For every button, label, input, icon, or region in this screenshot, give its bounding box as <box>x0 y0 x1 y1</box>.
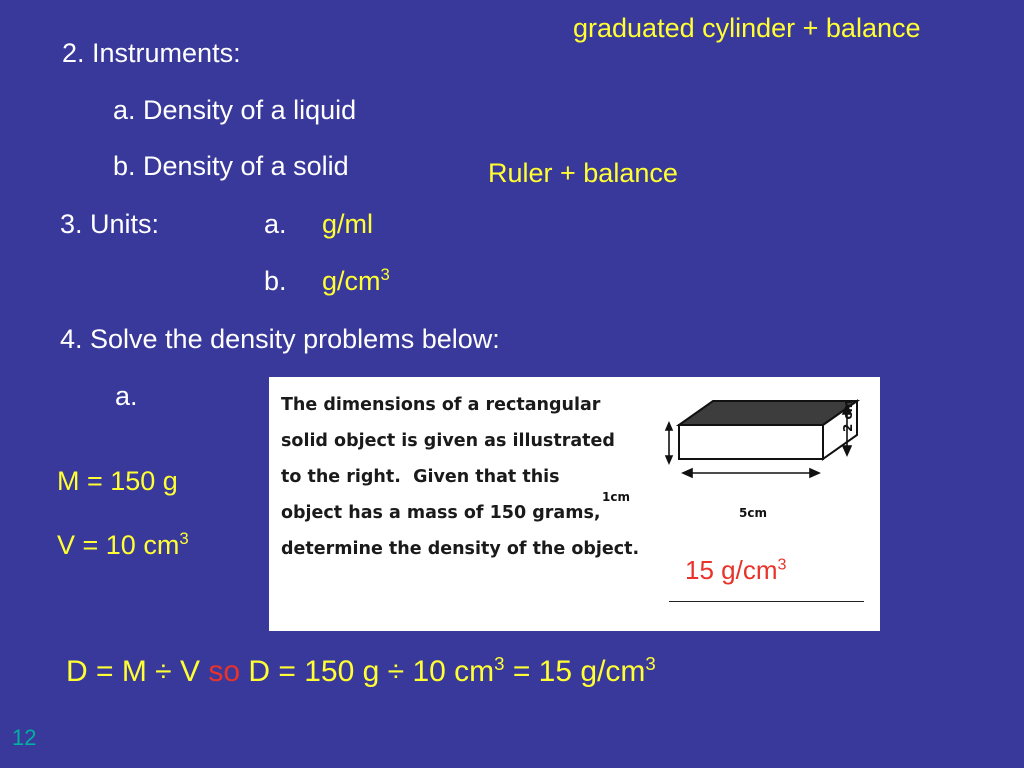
figure-problem-text <box>281 387 661 567</box>
given-mass: M = 150 g <box>57 466 178 496</box>
final-equation <box>66 655 656 689</box>
final-equation-sup-1: 3 <box>494 653 505 674</box>
given-volume-base: V = 10 cm <box>57 530 180 560</box>
figure-text-line-3: to the right. Given that this <box>281 467 560 487</box>
outline-item-instruments: 2. Instruments: <box>62 38 241 68</box>
annotation-unit-a: g/ml <box>322 209 374 239</box>
unit-b-exponent: 3 <box>380 265 390 284</box>
answer-underline <box>669 601 864 602</box>
unit-b-base: g/cm <box>322 266 381 296</box>
figure-answer-exponent: 3 <box>777 555 787 574</box>
figure-text-line-5: determine the density of the object. <box>281 539 640 559</box>
rectangular-solid-drawing <box>651 397 861 507</box>
figure-text-line-1: The dimensions of a rectangular <box>281 395 601 415</box>
outline-item-solve: 4. Solve the density problems below: <box>60 324 500 354</box>
outline-item-units-a: a. <box>264 209 287 239</box>
annotation-instrument-solid: Ruler + balance <box>488 158 678 188</box>
dimension-label-length: 5cm <box>739 506 767 520</box>
figure-answer <box>685 555 786 586</box>
outline-item-units: 3. Units: <box>60 209 160 239</box>
problem-figure <box>269 377 880 631</box>
final-equation-right-2: = 15 g/cm <box>504 655 646 688</box>
annotation-instrument-liquid: graduated cylinder + balance <box>573 13 921 43</box>
dimension-label-height: 2 cm <box>841 399 855 432</box>
final-equation-sup-2: 3 <box>645 653 656 674</box>
figure-answer-base: 15 g/cm <box>685 555 778 585</box>
given-volume-exponent: 3 <box>179 529 189 548</box>
dimension-label-width: 1cm <box>602 490 630 504</box>
figure-text-line-2: solid object is given as illustrated <box>281 431 615 451</box>
final-equation-left: D = M ÷ V <box>66 655 200 688</box>
outline-item-density-solid: b. Density of a solid <box>113 151 349 181</box>
final-equation-connector: so <box>208 655 241 688</box>
given-volume <box>57 530 189 560</box>
outline-item-units-b: b. <box>264 266 287 296</box>
outline-item-density-liquid: a. Density of a liquid <box>113 95 357 125</box>
outline-item-problem-a: a. <box>115 381 138 411</box>
slide-number: 12 <box>12 725 37 750</box>
figure-text-line-4: object has a mass of 150 grams, <box>281 503 601 523</box>
annotation-unit-b <box>322 266 390 296</box>
final-equation-right-1: D = 150 g ÷ 10 cm <box>248 655 495 688</box>
